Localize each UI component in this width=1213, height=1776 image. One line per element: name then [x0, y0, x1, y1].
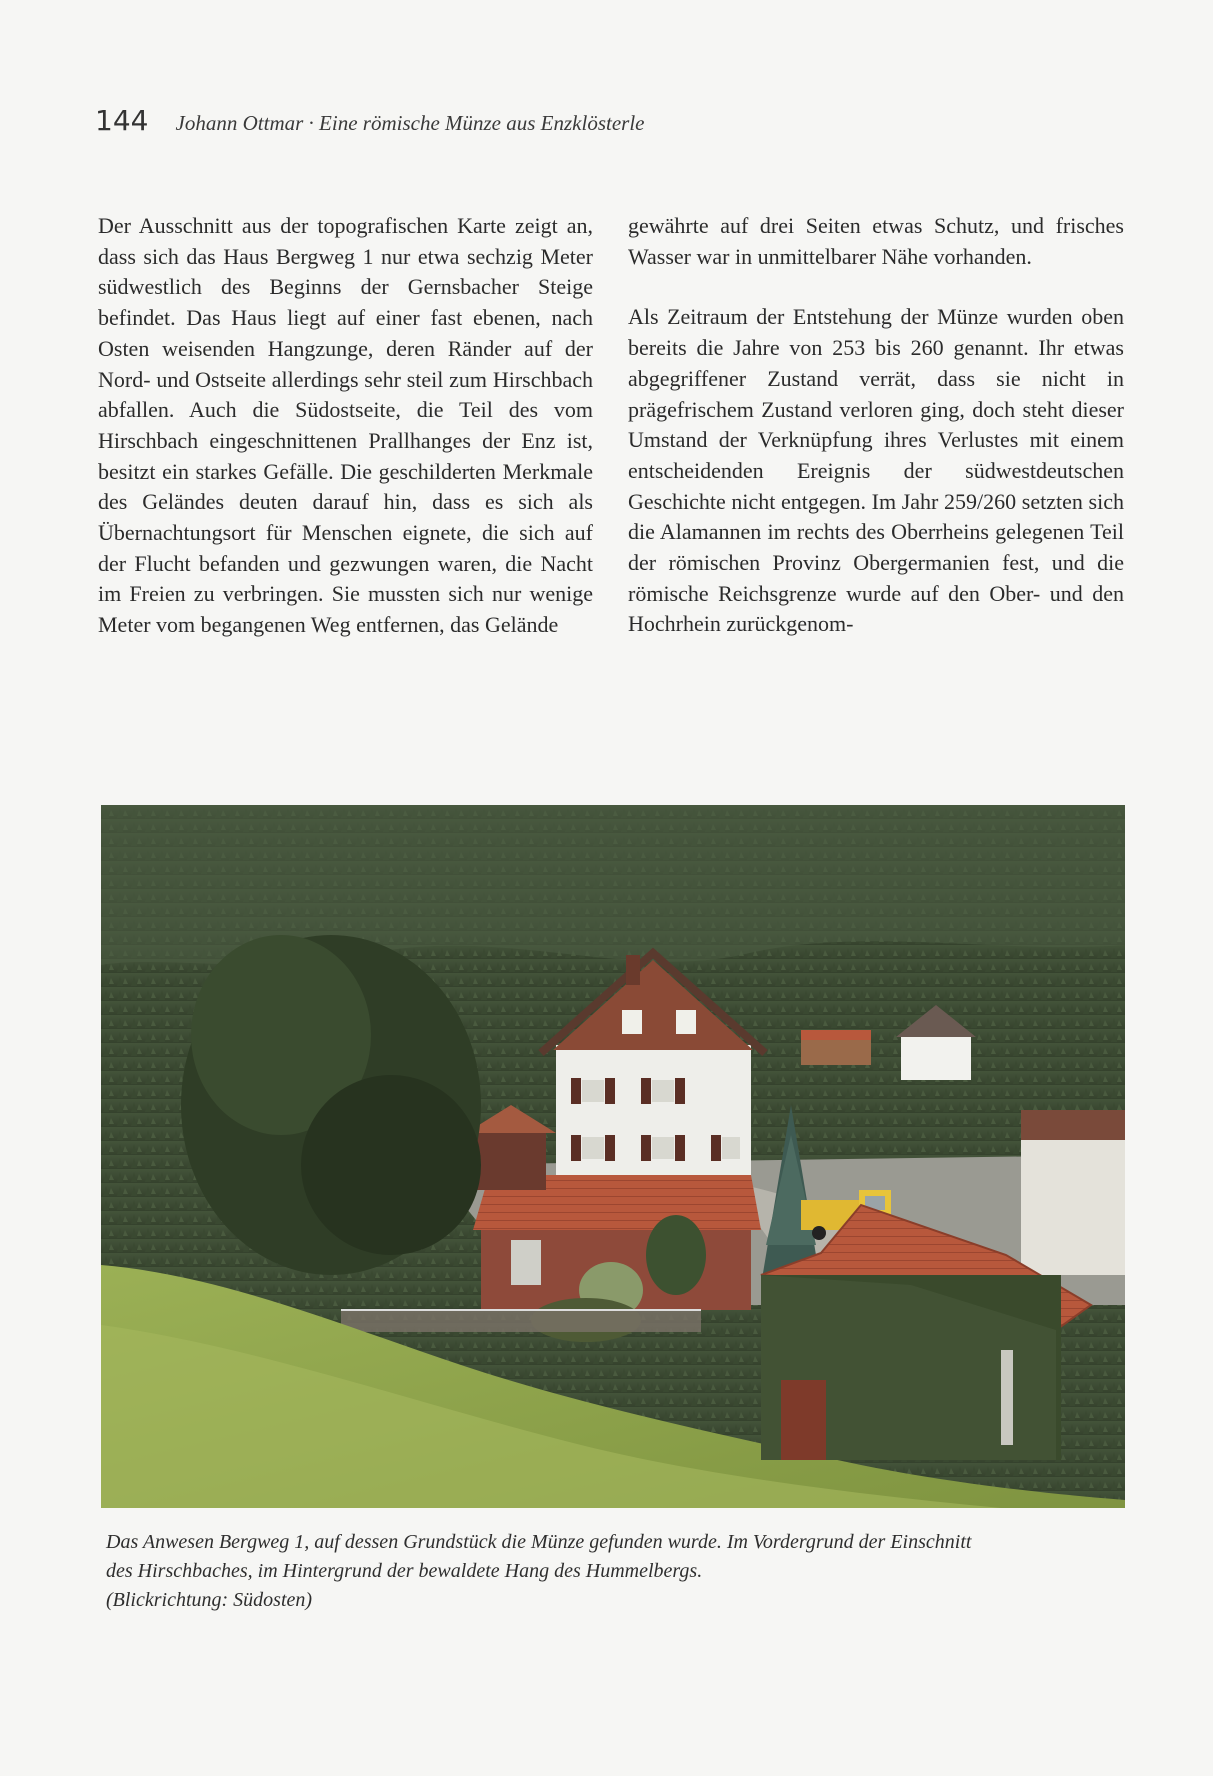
body-paragraph: Als Zeitraum der Entstehung der Münze wurden oben bereits die Jahre von 253 bis 260 genannt. Ihr etwas abgegriffener Zustand verrät, dass sie nicht in prägefrischem Zustand verloren ging, doch steht dieser Umstand der Verknüpfung ihres Verlustes mit einem entscheidenden Ereignis der südwestdeutschen Geschichte nicht entgegen. Im Jahr 259/260 setzten sich die Alamannen im rechts des Oberrheins gelegenen Teil der römischen Provinz Obergermanien fest, und die römische Reichsgrenze wurde auf den Ober- und den Hochrhein zurückgenom- [628, 304, 1124, 637]
running-title: Johann Ottmar · Eine römische Münze aus Enzklösterle [175, 111, 645, 135]
left-column [98, 211, 593, 641]
house-landscape-illustration [101, 805, 1125, 1508]
running-header [95, 104, 995, 144]
caption-line: Das Anwesen Bergweg 1, auf dessen Grundstück die Münze gefunden wurde. Im Vordergrund der Einschnitt [106, 1531, 972, 1553]
photograph [101, 805, 1125, 1508]
figure-caption [106, 1528, 1136, 1615]
body-paragraph: Der Ausschnitt aus der topografischen Karte zeigt an, dass sich das Haus Bergweg 1 nur etwa sechzig Meter südwestlich des Beginns der Gernsbacher Steige befindet. Das Haus liegt auf einer fast ebenen, nach Osten weisenden Hangzunge, deren Ränder auf der Nord- und Ostseite allerdings sehr steil zum Hirschbach abfallen. Auch die Südostseite, die Teil des vom Hirschbach eingeschnittenen Prallhanges der Enz ist, besitzt ein starkes Gefälle. Die geschilderten Merkmale des Geländes deuten darauf hin, dass es sich als Übernachtungsort für Menschen eignete, die sich auf der Flucht befanden und gezwungen waren, die Nacht im Freien zu verbringen. Sie mussten sich nur wenige Meter vom begangenen Weg entfernen, das Gelände [98, 213, 593, 638]
caption-line: (Blickrichtung: Südosten) [106, 1589, 313, 1611]
page-number: 144 [95, 104, 149, 137]
caption-line: des Hirschbaches, im Hintergrund der bewaldete Hang des Hummelbergs. [106, 1560, 703, 1582]
body-paragraph: gewährte auf drei Seiten etwas Schutz, und frisches Wasser war in unmittelbarer Nähe vorhanden. [628, 213, 1124, 269]
right-column [628, 211, 1124, 640]
